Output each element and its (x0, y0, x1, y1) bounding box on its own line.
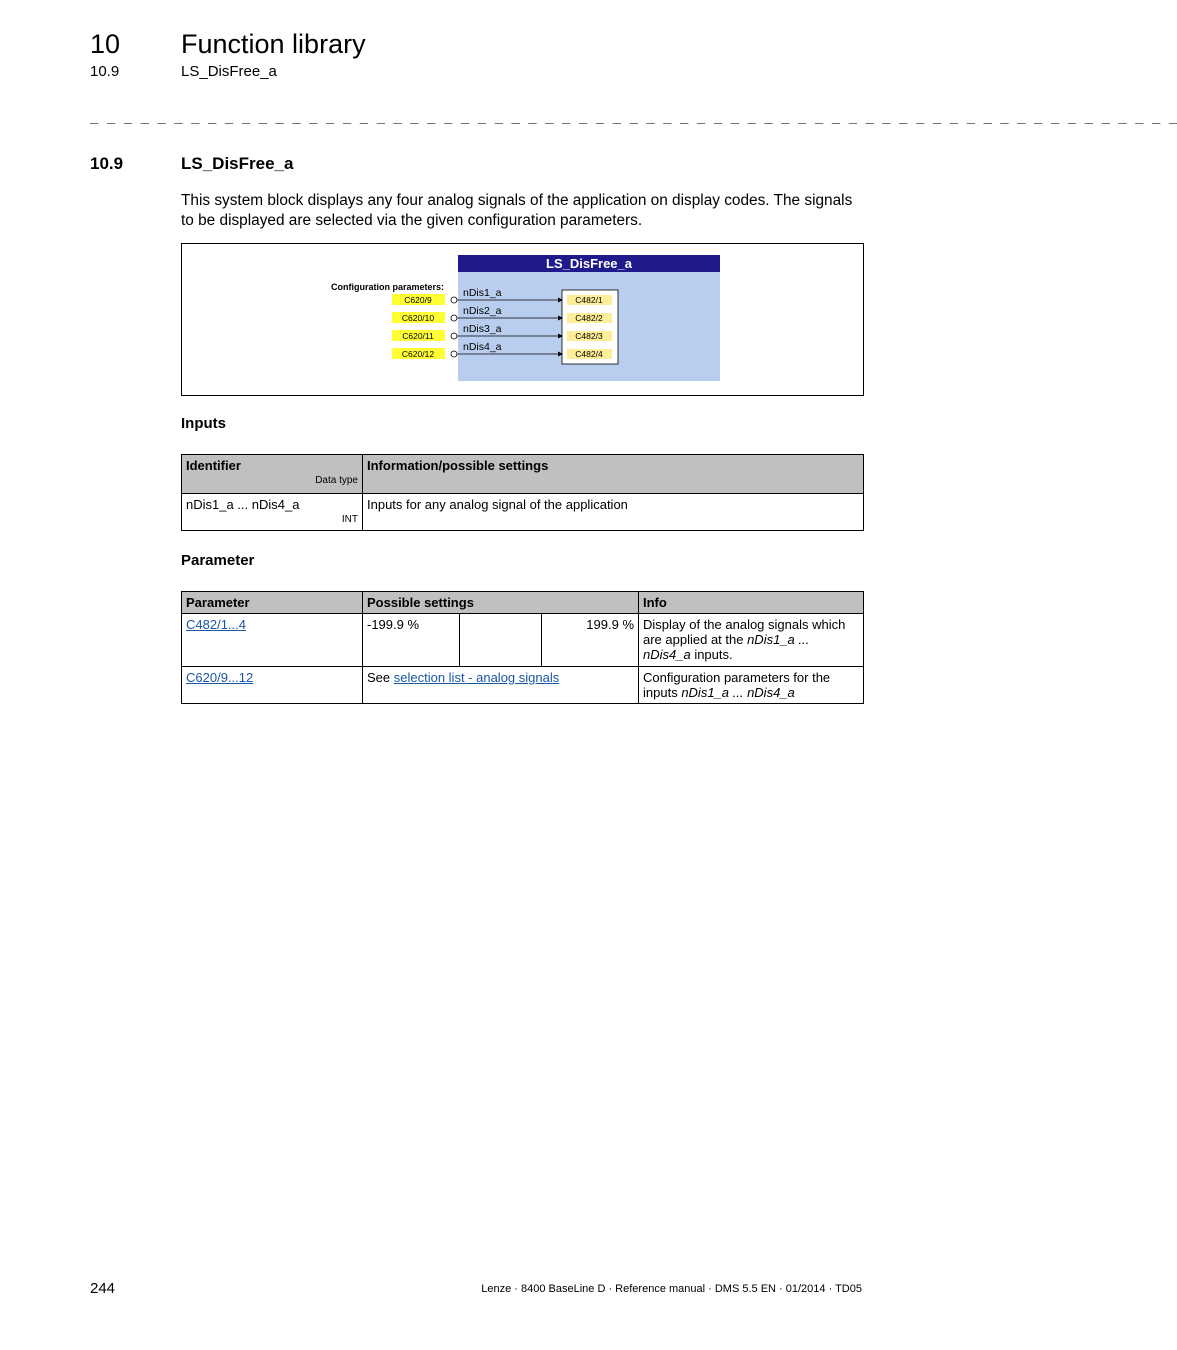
inputs-heading: Inputs (181, 415, 226, 432)
page-number: 244 (90, 1280, 116, 1297)
datatype-value: INT (341, 514, 358, 525)
param-info-cell (639, 667, 864, 704)
info-text-end: inputs. (690, 647, 733, 662)
config-param-label: C620/9 (404, 295, 432, 305)
parameter-heading: Parameter (181, 552, 255, 569)
config-param-label: C620/12 (401, 349, 435, 359)
config-label: Configuration parameters: (330, 282, 444, 292)
col-param-info: Info (639, 592, 864, 614)
settings-cell (363, 667, 639, 704)
output-label: C482/4 (575, 349, 603, 359)
config-param-label: C620/11 (402, 331, 434, 341)
table-row (182, 667, 864, 704)
col-info: Information/possible settings (363, 455, 864, 494)
block-diagram (181, 243, 864, 396)
step-cell (460, 614, 542, 667)
param-cell (182, 614, 363, 667)
info-text: Display of the analog signals which are applied at the (643, 617, 846, 647)
c620-link[interactable]: C620/9...12 (186, 670, 254, 685)
col-identifier (182, 455, 363, 494)
input-label: nDis3_a (463, 323, 502, 335)
block-title: LS_DisFree_a (546, 256, 632, 271)
header-section-number: 10.9 (90, 63, 120, 80)
input-label: nDis2_a (463, 305, 502, 317)
section-number: 10.9 (90, 154, 124, 173)
parameter-table (181, 591, 864, 704)
col-datatype-label: Data type (315, 475, 358, 486)
inputs-table (181, 454, 864, 531)
header-divider: _ _ _ _ _ _ _ _ _ _ _ _ _ _ _ _ _ _ _ _ _ _ _ _ _ _ _ _ _ _ _ _ _ _ _ _ _ _ _ _ _ _ _ _ _ _ _ _ _ _ _ _ _ _ _ _ _ _ _ _ _ _ _ _ _ (90, 108, 1177, 124)
see-text: See (367, 670, 394, 685)
param-info-cell (639, 614, 864, 667)
chapter-number: 10 (90, 29, 121, 59)
config-param-label: C620/10 (401, 313, 435, 323)
table-row (182, 614, 864, 667)
info-emphasis: nDis1_a ... nDis4_a (681, 685, 795, 700)
intro-paragraph: This system block displays any four analog signals of the application on display codes. The signals to be displayed are selected via the given configuration parameters. (181, 192, 853, 229)
input-label: nDis4_a (463, 341, 502, 353)
max-cell: 199.9 % (542, 614, 639, 667)
param-cell (182, 667, 363, 704)
input-label: nDis1_a (463, 287, 502, 299)
output-label: C482/1 (575, 295, 603, 305)
info-emphasis: nDis1_a ... nDis4_a (643, 632, 810, 662)
header-section-title: LS_DisFree_a (181, 63, 277, 80)
output-label: C482/2 (575, 313, 603, 323)
identifier-cell (182, 494, 363, 531)
col-identifier-label: Identifier (186, 458, 241, 473)
min-cell: -199.9 % (363, 614, 460, 667)
col-parameter: Parameter (182, 592, 363, 614)
selection-list-link[interactable]: selection list - analog signals (393, 670, 560, 685)
input-port (451, 315, 457, 321)
block-diagram-svg (182, 244, 863, 395)
section-title: LS_DisFree_a (181, 154, 294, 173)
info-text: Configuration parameters for the inputs (643, 670, 831, 700)
input-port (451, 351, 457, 357)
col-settings: Possible settings (363, 592, 639, 614)
input-port (451, 333, 457, 339)
input-port (451, 297, 457, 303)
identifier-value: nDis1_a ... nDis4_a (186, 497, 300, 512)
table-row (182, 494, 864, 531)
footer-info: Lenze · 8400 BaseLine D · Reference manual · DMS 5.5 EN · 01/2014 · TD05 (481, 1283, 862, 1295)
chapter-title: Function library (181, 29, 366, 59)
c482-link[interactable]: C482/1...4 (186, 617, 246, 632)
info-cell: Inputs for any analog signal of the application (363, 494, 864, 531)
output-label: C482/3 (575, 331, 603, 341)
